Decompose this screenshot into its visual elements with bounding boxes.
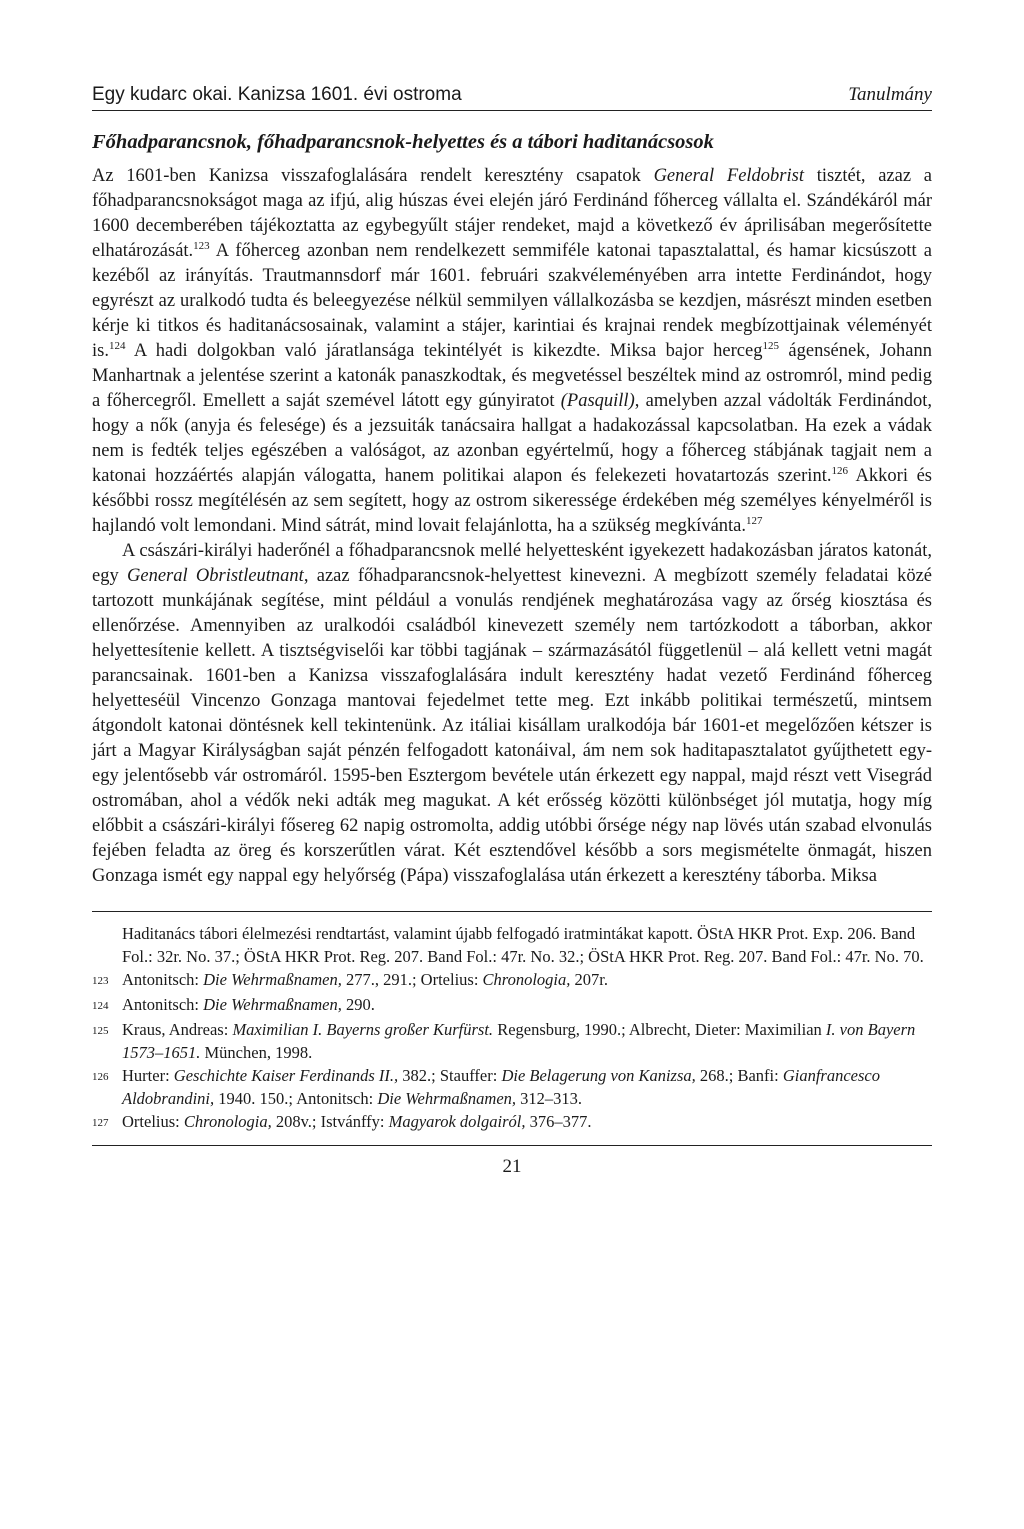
text-run: 277., 291.; Ortelius: — [341, 970, 483, 989]
footnote-divider — [92, 911, 932, 912]
footnote — [92, 968, 932, 993]
running-head-title: Egy kudarc okai. Kanizsa 1601. évi ostroma — [92, 84, 462, 105]
paragraph — [92, 164, 932, 539]
italic-text: Chronologia, — [482, 970, 571, 989]
body-text — [92, 164, 932, 889]
footnote-number: 123 — [92, 975, 109, 987]
text-run: Ortelius: — [122, 1112, 184, 1131]
footnote — [92, 1110, 932, 1135]
text-run: A hadi dolgokban való járatlansága tekintélyét is kikezdte. Miksa bajor herceg — [125, 341, 763, 361]
text-run: Az 1601-ben Kanizsa visszafoglalására rendelt keresztény csapatok — [92, 166, 654, 186]
italic-text: Die Wehrmaßnamen, — [203, 995, 342, 1014]
text-run: A főherceg azonban nem rendelkezett semmiféle katonai tapasztalattal, és hamar kicsúszott a kezéből az irányítás. Trautmannsdorf már 1601. februári szakvéleményében arra intette Ferdinándot, hogy egyrészt az uralkodó tudta és beleegyezése nélkül semmilyen vállalkozásba se kezdjen, másrészt minden esetben kérje ki titkos és haditanácsosainak, valamint a stájer, karintiai és krajnai rendek megbízottjainak véleményét is. — [92, 241, 932, 361]
text-run: Kraus, Andreas: — [122, 1020, 233, 1039]
running-head-section: Tanulmány — [848, 84, 932, 105]
text-run: 376–377. — [525, 1112, 592, 1131]
text-run: A császári-királyi haderőnél a főhadparancsnok mellé helyettesként igyekezett hadakozásban járatos katonát, egy — [92, 541, 932, 586]
text-run: München, 1998. — [200, 1043, 313, 1062]
italic-text: Die Belagerung von Kanizsa, — [501, 1066, 696, 1085]
italic-text: I. von Bayern 1573–1651. — [122, 1020, 916, 1062]
text-run: 268.; Banfi: — [695, 1066, 783, 1085]
italic-text: Magyarok dolgairól, — [388, 1112, 526, 1131]
footnote-number: 127 — [92, 1117, 109, 1129]
section-title: Főhadparancsnok, főhadparancsnok-helyettes és a tábori haditanácsosok — [92, 131, 714, 153]
italic-text: Maximilian I. Bayerns großer Kurfürst. — [232, 1020, 494, 1039]
page-number: 21 — [502, 1156, 522, 1177]
footnote-number: 124 — [92, 1000, 109, 1012]
footnote-text — [122, 968, 932, 993]
footnote-text — [122, 1110, 932, 1135]
footnotes — [92, 922, 932, 1135]
italic-text: Die Wehrmaßnamen, — [203, 970, 342, 989]
text-run: Akkori és későbbi rossz megítélésén az sem segített, hogy az ostrom sikeressége érdekében még személyes kényelméről is hajlandó volt lemondani. Mind sátrát, mind lovait felajánlotta, ha a szükség megkívánta. — [92, 466, 932, 536]
footnote-number: 126 — [92, 1071, 109, 1083]
footnote-text — [122, 1064, 932, 1110]
footnote — [92, 1064, 932, 1110]
text-run: Antonitsch: — [122, 970, 204, 989]
running-head — [92, 84, 932, 111]
text-run: Regensburg, 1990.; Albrecht, Dieter: Maximilian — [493, 1020, 826, 1039]
footnote — [92, 993, 932, 1018]
italic-text: Gianfrancesco Aldobrandini, — [122, 1066, 880, 1108]
bottom-divider — [92, 1145, 932, 1146]
text-run: ágensének, Johann Manhartnak a jelentése szerint a katonák panaszkodtak, és megvetéssel beszéltek mind az ostromról, mind pedig a főhercegről. Emellett a saját szemével látott egy gúnyiratot — [92, 341, 932, 411]
document-page — [92, 84, 932, 1178]
text-run: 312–313. — [516, 1089, 583, 1108]
footnote-text — [122, 1018, 932, 1064]
footnote-continuation: Haditanács tábori élelmezési rendtartást, valamint újabb felfogadó iratmintákat kapott. ÖStA HKR Prot. Exp. 206. Band Fol.: 32r. No. 37.; ÖStA HKR Prot. Reg. 207. Band Fol.: 47r. No. 32.; ÖStA HKR Prot. Reg. 207. Band Fol.: 47r. No. 70. — [122, 924, 924, 966]
footnote — [92, 1018, 932, 1064]
italic-text: Geschichte Kaiser Ferdinands II., — [173, 1066, 399, 1085]
text-run: Hurter: — [122, 1066, 174, 1085]
text-run: , amelyben azzal vádolták Ferdinándot, hogy a nők (anyja és felesége) és a jezsuiták tanácsaira hallgat a hadakozással kapcsolatban. Ha ezek a vádak nem is fedték teljes egészében a valóságot, az azonban egyértelmű, hogy a főherceg stábjának tagjait nem a katonai hozzáértés alapján válogatta, hanem politikai alapon és felekezeti hovatartozás szerint. — [92, 391, 932, 486]
italic-text: Chronologia, — [183, 1112, 272, 1131]
footnote-ref: 123 — [193, 239, 210, 252]
text-run: 207r. — [570, 970, 608, 989]
text-run: Antonitsch: — [122, 995, 204, 1014]
text-run: tisztét, azaz a főhadparancsnokságot maga az ifjú, alig húszas évei elején járó Ferdinánd főherceg vállalta el. Szándékáról már 1600 decemberében tájékoztatta az egybegyűlt stájer rendeket, majd a következő év áprilisában megerősítette elhatározását. — [92, 166, 932, 261]
footnote-ref: 127 — [746, 514, 763, 527]
paragraph — [92, 539, 932, 889]
text-run: , azaz főhadparancsnok-helyettest kinevezni. A megbízott személy feladatai közé tartozott munkájának segítése, mint például a vonulás rendjének meghatározása vagy az őrség kiosztása és ellenőrzése. Amennyiben az uralkodói családból kinevezett személy nem tartózkodott a táborban, akkor helyettesítenie kellett. A tisztségviselői kar többi tagjának – származásától függetlenül – alá kellett vetni magát parancsainak. 1601-ben a Kanizsa visszafoglalására indult keresztény hadat vezető Ferdinánd főherceg helyetteséül Vincenzo Gonzaga mantovai fejedelmet tette meg. Ezt inkább politikai természetű, mintsem átgondolt katonai döntésnek kell tekintenünk. Az itáliai kisállam uralkodója bár 1601-et megelőzően kétszer is járt a Magyar Királyságban saját pénzén felfogadott katonáival, ám nem sok haditapasztalatot gyűjthetett egy-egy jelentősebb vár ostromáról. 1595-ben Esztergom bevétele után érkezett egy nappal, majd részt vett Visegrád ostromában, ahol a védők neki adták meg magukat. A két erősség közötti különbséget jól mutatja, hogy míg előbbit a császári-királyi fősereg 62 napig ostromolta, addig utóbbi őrsége négy nap lövés után szabad elvonulás fejében feladta az öreg és korszerűtlen várat. Két esztendővel később a sors megismételte önmagát, hiszen Gonzaga ismét egy nappal egy helyőrség (Pápa) visszafoglalása után érkezett a keresztény táborba. Miksa — [92, 566, 933, 886]
text-run: 208v.; Istvánffy: — [271, 1112, 389, 1131]
text-run: 290. — [341, 995, 375, 1014]
footnote-text — [122, 993, 932, 1018]
italic-text: General Obristleutnant — [127, 566, 304, 586]
footnote-ref: 125 — [762, 339, 779, 352]
text-run: 1940. 150.; Antonitsch: — [214, 1089, 378, 1108]
italic-text: Die Wehrmaßnamen, — [377, 1089, 517, 1108]
footnote-number: 125 — [92, 1025, 109, 1037]
text-run: 382.; Stauffer: — [398, 1066, 502, 1085]
italic-text: General Feldobrist — [653, 166, 804, 186]
footnote-ref: 124 — [108, 339, 126, 352]
footnote-ref: 126 — [831, 464, 848, 477]
italic-text: (Pasquill) — [560, 391, 635, 411]
